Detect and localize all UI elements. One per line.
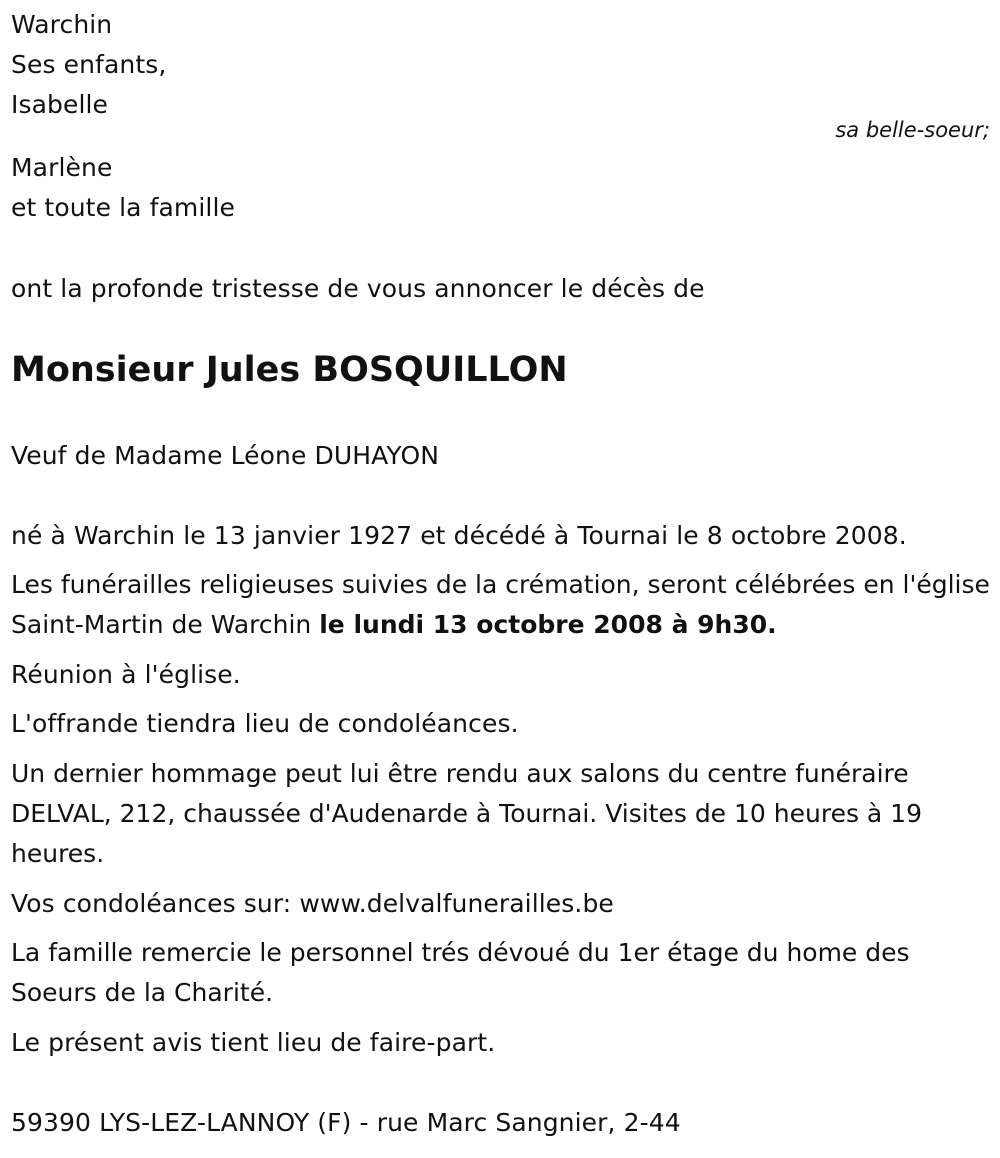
header-family: et toute la famille (11, 193, 236, 222)
funeral-date: le lundi 13 octobre 2008 à 9h30. (319, 610, 777, 639)
birth-death-text: né à Warchin le 13 janvier 1927 et décédé à Tournai le 8 octobre 2008. (11, 521, 907, 550)
header-children-label: Ses enfants, (11, 50, 167, 79)
condolences-online: Vos condoléances sur: www.delvalfunerailles.be (11, 889, 614, 918)
funeral-paragraph (11, 565, 991, 645)
header-sister-in-law: Marlène (11, 153, 113, 182)
widower-of: Veuf de Madame Léone DUHAYON (11, 441, 440, 470)
thanks-paragraph: La famille remercie le personnel trés dévoué du 1er étage du home des Soeurs de la Charité. (11, 938, 910, 1007)
header-place: Warchin (11, 10, 113, 39)
announcement-text: ont la profonde tristesse de vous annoncer le décès de (11, 274, 705, 303)
tribute-paragraph: Un dernier hommage peut lui être rendu aux salons du centre funéraire DELVAL, 212, chaussée d'Audenarde à Tournai. Visites de 10 heures à 19 heures. (11, 759, 922, 868)
meeting-text: Réunion à l'église. (11, 660, 241, 689)
notice-text: Le présent avis tient lieu de faire-part. (11, 1028, 496, 1057)
deceased-name: Monsieur Jules BOSQUILLON (11, 350, 568, 390)
header-child-name: Isabelle (11, 90, 109, 119)
footer-address: 59390 LYS-LEZ-LANNOY (F) - rue Marc Sangnier, 2-44 (11, 1108, 681, 1137)
offering-text: L'offrande tiendra lieu de condoléances. (11, 709, 519, 738)
funeral-text: Les funérailles religieuses suivies de la crémation, seront célébrées en l'église Saint-Martin de Warchin (11, 570, 990, 639)
relation-note: sa belle-soeur; (835, 118, 990, 142)
